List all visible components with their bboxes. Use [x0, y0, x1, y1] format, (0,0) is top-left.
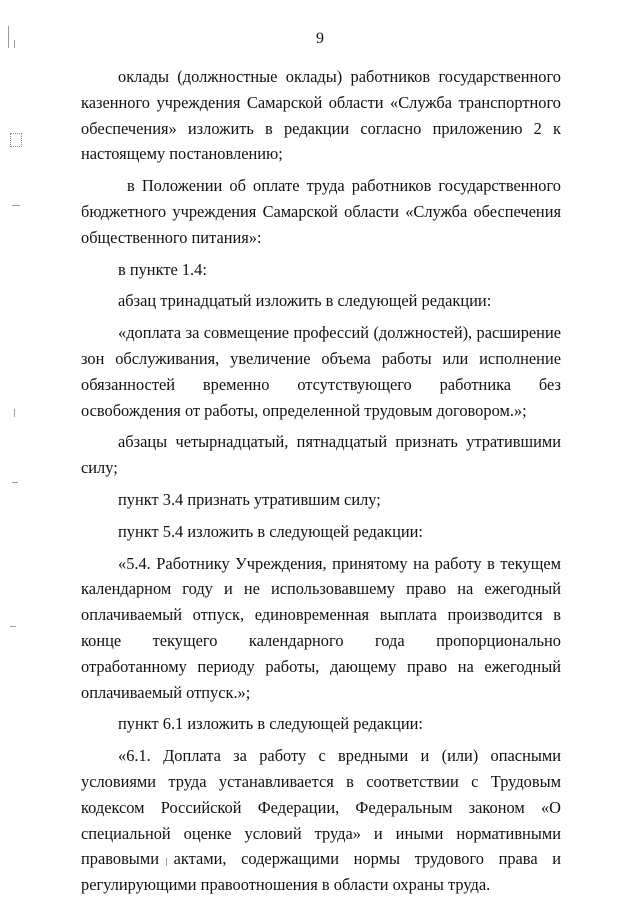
paragraph: пункт 3.4 признать утратившим силу; — [118, 489, 381, 509]
paragraph: «5.4. Работнику Учреждения, принятому на работу в текущем календарном году и не использовавшему право на ежегодный оплачиваемый отпуск, единовременная выплата производится в конце текущего календарного года пропорционально отработанному периоду работы, дающему право на ежегодный оплачиваемый отпуск.»; — [81, 553, 561, 702]
scan-artifact — [10, 626, 16, 627]
paragraph: абзацы четырнадцатый, пятнадцатый признать утратившими силу; — [81, 432, 561, 478]
scan-artifact — [10, 133, 22, 147]
paragraph: «6.1. Доплата за работу с вредными и (или) опасными условиями труда устанавливается в соответствии с Трудовым кодексом Российской Федерации, Федеральным законом «О специальной оценке условий труда» и иными нормативными правовыми актами, содержащими нормы трудового права и регулирующими правоотношения в области охраны труда. — [81, 746, 561, 895]
scan-artifact — [12, 205, 20, 206]
paragraph: оклады (должностные оклады) работников государственного казенного учреждения Самарской области «Служба транспортного обеспечения» изложить в редакции согласно приложению 2 к настоящему постановлению; — [81, 67, 561, 164]
paragraph: пункт 6.1 изложить в следующей редакции: — [118, 714, 423, 734]
page-number: 9 — [316, 30, 324, 47]
paragraph: пункт 5.4 изложить в следующей редакции: — [118, 521, 423, 541]
paragraph: в Положении об оплате труда работников государственного бюджетного учреждения Самарской области «Служба обеспечения общественного питания»: — [81, 176, 561, 247]
scan-artifact — [12, 482, 18, 483]
document-body — [81, 64, 561, 898]
paragraph: абзац тринадцатый изложить в следующей редакции: — [118, 291, 492, 311]
scan-artifact — [14, 409, 15, 417]
paragraph: «доплата за совмещение профессий (должностей), расширение зон обслуживания, увеличение объема работы или исполнение обязанностей временно отсутствующего работника без освобождения от работы, определенной трудовым договором.»; — [81, 323, 561, 420]
paragraph: в пункте 1.4: — [118, 259, 207, 279]
